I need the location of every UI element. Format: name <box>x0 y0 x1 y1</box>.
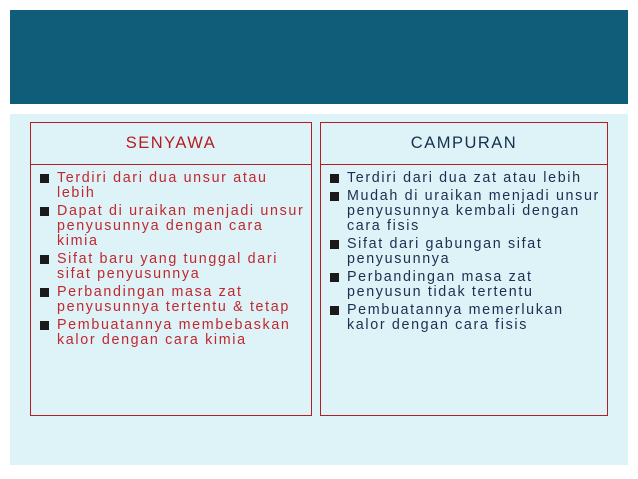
senyawa-item-text: Pembuatannya membebaskan kalor dengan cara kimia <box>57 317 291 348</box>
campuran-item <box>327 189 601 234</box>
square-bullet-icon <box>40 288 49 297</box>
campuran-item-text: Terdiri dari dua zat atau lebih <box>347 170 582 186</box>
title-band <box>10 10 628 104</box>
campuran-item <box>327 270 601 300</box>
senyawa-header <box>30 122 312 165</box>
senyawa-item <box>37 171 305 201</box>
campuran-item <box>327 303 601 333</box>
senyawa-item <box>37 318 305 348</box>
campuran-list <box>327 171 601 333</box>
senyawa-item <box>37 204 305 249</box>
campuran-column <box>320 165 608 416</box>
senyawa-item-text: Sifat baru yang tunggal dari sifat penyusunnya <box>57 251 279 282</box>
senyawa-item-text: Perbandingan masa zat penyusunnya tertentu & tetap <box>57 284 290 315</box>
campuran-header <box>320 122 608 165</box>
senyawa-list <box>37 171 305 348</box>
square-bullet-icon <box>330 273 339 282</box>
square-bullet-icon <box>40 255 49 264</box>
square-bullet-icon <box>330 192 339 201</box>
square-bullet-icon <box>330 174 339 183</box>
senyawa-item-text: Dapat di uraikan menjadi unsur penyusunnya dengan cara kimia <box>57 203 305 249</box>
campuran-item-text: Sifat dari gabungan sifat penyusunnya <box>347 236 543 267</box>
campuran-item-text: Mudah di uraikan menjadi unsur penyusunnya kembali dengan cara fisis <box>347 188 600 234</box>
square-bullet-icon <box>40 321 49 330</box>
senyawa-item-text: Terdiri dari dua unsur atau lebih <box>57 170 268 201</box>
campuran-item-text: Perbandingan masa zat penyusun tidak tertentu <box>347 269 534 300</box>
campuran-item <box>327 237 601 267</box>
campuran-item <box>327 171 601 186</box>
senyawa-header-text: SENYAWA <box>125 134 217 152</box>
campuran-header-text: CAMPURAN <box>410 134 518 152</box>
senyawa-item <box>37 285 305 315</box>
square-bullet-icon <box>40 207 49 216</box>
square-bullet-icon <box>330 240 339 249</box>
senyawa-item <box>37 252 305 282</box>
campuran-item-text: Pembuatannya memerlukan kalor dengan cara fisis <box>347 302 564 333</box>
square-bullet-icon <box>330 306 339 315</box>
square-bullet-icon <box>40 174 49 183</box>
senyawa-column <box>30 165 312 416</box>
